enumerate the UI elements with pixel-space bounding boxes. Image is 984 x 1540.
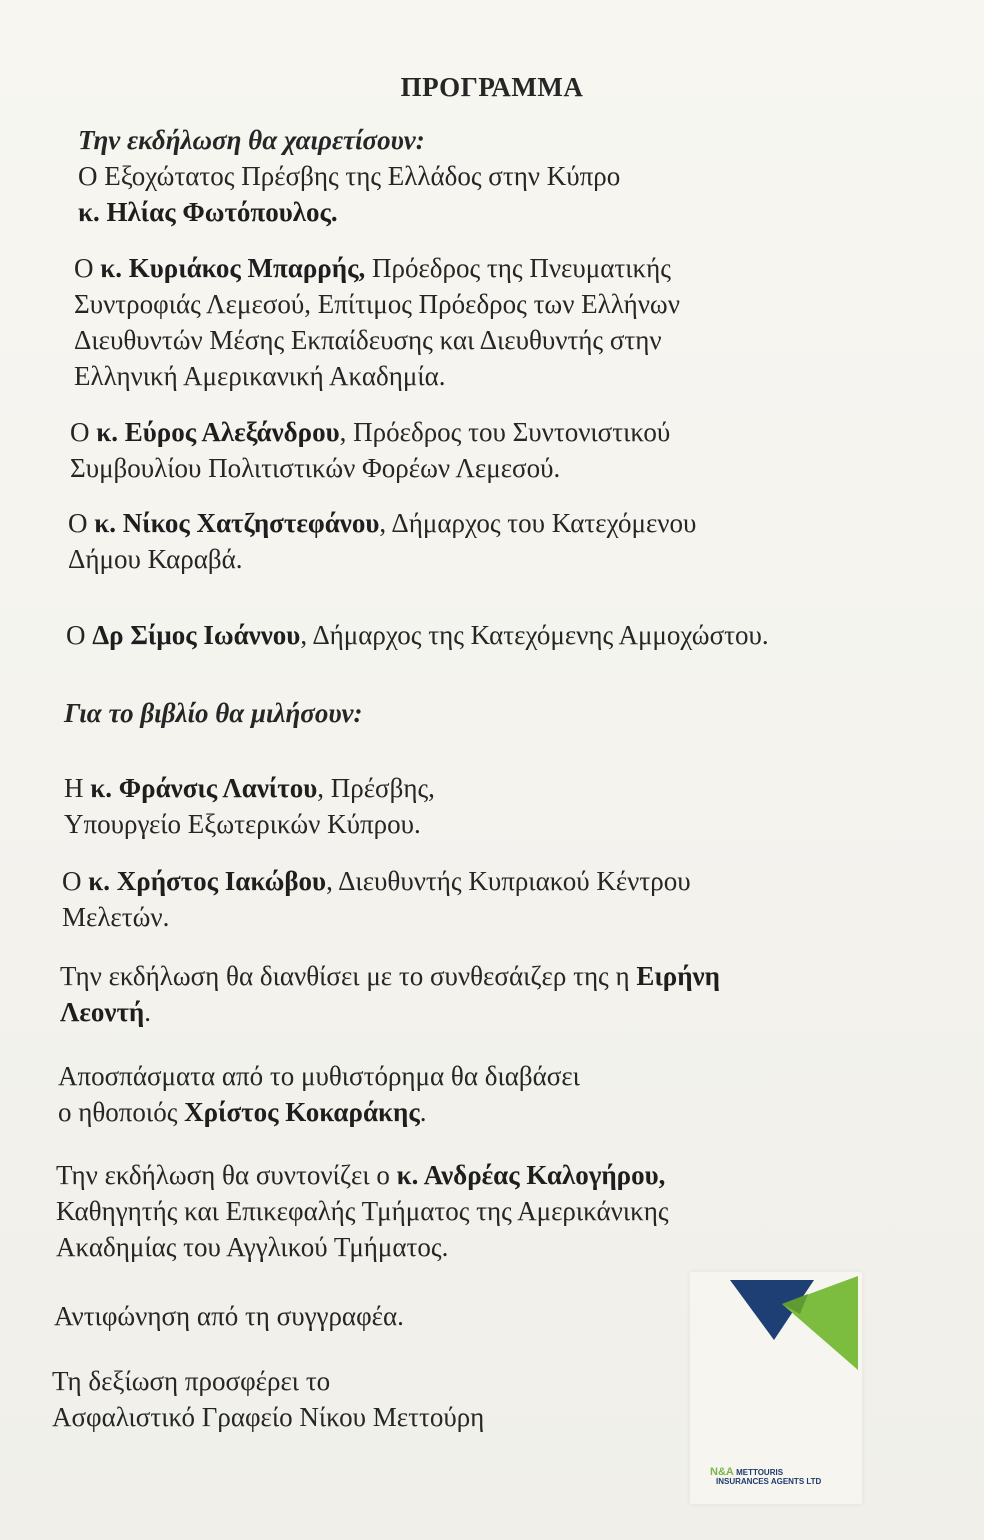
speaker-name: Δρ Σίμος Ιωάννου	[92, 620, 301, 650]
line: Καθηγητής και Επικεφαλής Τμήματος της Αμερικάνικης	[56, 1196, 669, 1226]
line: Ο Εξοχώτατος Πρέσβης της Ελλάδος στην Κύπρο	[78, 161, 621, 191]
text: .	[419, 1097, 427, 1127]
section-speaker	[68, 505, 696, 577]
speaker-name: κ. Εύρος Αλεξάνδρου	[96, 417, 340, 447]
logo-triangles-icon	[690, 1272, 862, 1372]
text: , Δήμαρχος του Κατεχόμενου	[379, 508, 697, 538]
logo-line1: METTOURIS	[736, 1468, 784, 1477]
section-reading	[58, 1058, 580, 1130]
section-speaker	[62, 863, 691, 935]
logo-text	[710, 1468, 821, 1486]
text: .	[144, 997, 151, 1027]
section-reception	[52, 1363, 484, 1435]
text: Πρόεδρος της Πνευματικής	[365, 253, 671, 283]
text: ο ηθοποιός	[58, 1097, 185, 1127]
logo-line2: INSURANCES AGENTS LTD	[716, 1477, 822, 1486]
line: Αντιφώνηση από τη συγγραφέα.	[54, 1301, 404, 1331]
page-title: ΠΡΟΓΡΑΜΜΑ	[400, 72, 584, 102]
text: , Δήμαρχος της Κατεχόμενης Αμμοχώστου.	[300, 620, 769, 650]
text: Ο	[68, 508, 95, 538]
line: Δήμου Καραβά.	[68, 544, 243, 574]
text: Ο	[62, 866, 89, 896]
section-speaker	[66, 617, 769, 653]
text: Η	[64, 773, 91, 803]
text: Ο	[66, 620, 93, 650]
text: Ο	[74, 253, 101, 283]
section-greetings	[78, 122, 620, 230]
line: Ακαδημίας του Αγγλικού Τμήματος.	[56, 1232, 449, 1262]
sponsor-logo	[690, 1272, 862, 1504]
section-speaker	[70, 414, 670, 486]
line: Διευθυντών Μέσης Εκπαίδευσης και Διευθυντής στην	[74, 325, 662, 355]
line: Συντροφιάς Λεμεσού, Επίτιμος Πρόεδρος των Ελλήνων	[74, 289, 680, 319]
speaker-name: κ. Χρήστος Ιακώβου	[88, 866, 327, 896]
speaker-name: κ. Νίκος Χατζηστεφάνου	[94, 508, 380, 538]
line: Υπουργείο Εξωτερικών Κύπρου.	[64, 809, 421, 839]
text: , Πρέσβης,	[317, 773, 435, 803]
line: Αποσπάσματα από το μυθιστόρημα θα διαβάσει	[58, 1061, 580, 1091]
moderator-name: κ. Ανδρέας Καλογήρου,	[396, 1160, 666, 1190]
section-response	[54, 1298, 404, 1334]
line: Συμβουλίου Πολιτιστικών Φορέων Λεμεσού.	[70, 453, 561, 483]
section-speaker	[74, 250, 680, 394]
section-music	[60, 958, 720, 1030]
performer-name: Ειρήνη	[636, 961, 720, 991]
book-heading: Για το βιβλίο θα μιλήσουν:	[64, 698, 363, 728]
speaker-name: κ. Ηλίας Φωτόπουλος.	[78, 197, 338, 227]
line: Ασφαλιστικό Γραφείο Νίκου Μεττούρη	[52, 1402, 485, 1432]
section-moderator	[56, 1157, 669, 1265]
actor-name: Χρίστος Κοκαράκης	[184, 1097, 420, 1127]
section-book-heading	[64, 695, 363, 731]
greetings-heading: Την εκδήλωση θα χαιρετίσουν:	[78, 125, 425, 155]
text: , Διευθυντής Κυπριακού Κέντρου	[326, 866, 691, 896]
text: Την εκδήλωση θα συντονίζει ο	[56, 1160, 397, 1190]
text: , Πρόεδρος του Συντονιστικού	[339, 417, 671, 447]
speaker-name: κ. Κυριάκος Μπαρρής,	[100, 253, 366, 283]
section-speaker	[64, 770, 435, 842]
text: Ο	[70, 417, 97, 447]
text: Την εκδήλωση θα διανθίσει με το συνθεσάιζερ της η	[60, 961, 637, 991]
logo-mark: N&A	[710, 1466, 734, 1478]
line: Μελετών.	[62, 902, 170, 932]
performer-name: Λεοντή	[60, 997, 145, 1027]
speaker-name: κ. Φράνσις Λανίτου	[90, 773, 318, 803]
line: Ελληνική Αμερικανική Ακαδημία.	[74, 361, 446, 391]
line: Τη δεξίωση προσφέρει το	[52, 1366, 331, 1396]
